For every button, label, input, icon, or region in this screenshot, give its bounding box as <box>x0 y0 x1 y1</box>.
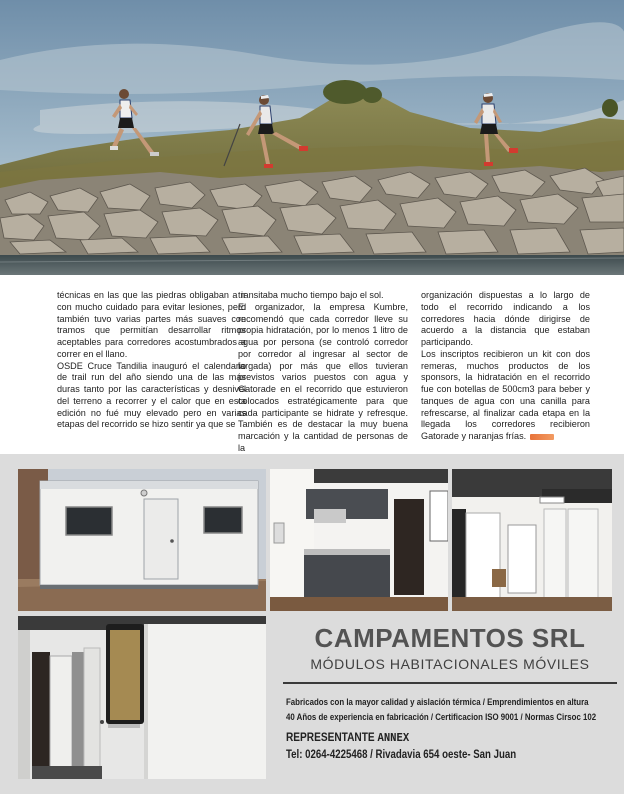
ad-representative-brand: ANNEX <box>377 731 410 745</box>
hero-photo-trail-runners <box>0 0 624 275</box>
article-final-text: Los inscriptos recibieron un kit con dos remeras, muchos productos de los sponsors, la hidratación en el recorrido fue con botellas de 500cm3 para beber y tanques de agua con una canilla para refrescarse, al finalizar cada etapa en la llegada los corredores recibieron Gatorade y naranjas frías. <box>421 348 590 441</box>
ad-feature-line-2: 40 Años de experiencia en fabricación / Certificacion ISO 9001 / Normas Cirsoc 102 <box>286 712 597 723</box>
article-column-2 <box>238 290 408 455</box>
ad-representative-label: REPRESENTANTE <box>286 732 375 744</box>
article-column-1 <box>57 290 246 431</box>
article-paragraph <box>421 349 590 443</box>
ad-company-name: CAMPAMENTOS SRL <box>314 623 586 653</box>
ad-divider <box>283 682 617 684</box>
ad-feature-line-1: Fabricados con la mayor calidad y aislación térmica / Emprendimientos en altura <box>286 697 589 708</box>
end-of-article-mark <box>530 434 554 440</box>
article-paragraph: organización dispuestas a lo largo de todo el recorrido indicando a los corredores hacia dónde dirigirse de acuerdo a la distancia que estaban participando. <box>421 290 590 347</box>
ad-subtitle: MÓDULOS HABITACIONALES MÓVILES <box>310 656 590 672</box>
article-column-3 <box>421 290 590 443</box>
photo-module-hallway <box>18 616 266 779</box>
photo-module-exterior <box>18 469 266 611</box>
article-paragraph: transitaba mucho tiempo bajo el sol. <box>238 290 384 300</box>
article-paragraph: OSDE Cruce Tandilia inauguró el calendario de trail run del año siendo una de las más duras tanto por las características y desnivel del terreno a recorrer y el calor que en esta edición no fué muy elevado pero en varias etapas del recorrido se hizo sentir ya que se <box>57 360 246 430</box>
photo-module-kitchen <box>270 469 448 611</box>
article-paragraph: El organizador, la empresa Kumbre, recomendó que cada corredor lleve su propia hidratación, por lo menos 1 litro de agua por persona (se controló corredor por corredor al ingresar al sector de largada) por más que ellos tuvieran previstos varios puestos con agua y Gatorade en el recorrido que estuvieron colocados estratégicamente para que cada participante se hidrate y refresque. También es de destacar la muy buena marcación y la cantidad de personas de la <box>238 301 408 453</box>
article-paragraph: técnicas en las que las piedras obligaban a ir con mucho cuidado para evitar lesiones, pero también tuvo varias partes más suaves con tramos que permitían desarrollar ritmos aceptables para corredores acostumbrados a correr en el llano. <box>57 290 246 359</box>
ad-contact-phone-address: Tel: 0264-4225468 / Rivadavia 654 oeste- San Juan <box>286 749 517 761</box>
photo-module-bedroom <box>452 469 612 611</box>
ad-representative <box>286 731 409 745</box>
